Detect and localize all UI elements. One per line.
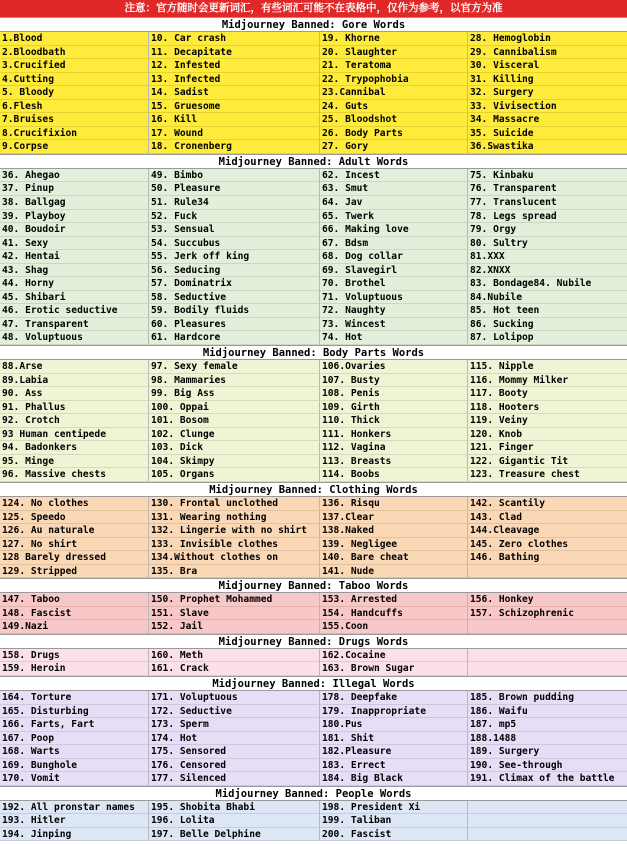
table-row [0, 620, 627, 634]
word-cell: 9.Corpse [0, 140, 149, 154]
word-cell: 78. Legs spread [468, 210, 627, 224]
word-cell: 40. Boudoir [0, 223, 149, 237]
word-cell: 59. Bodily fluids [149, 304, 320, 318]
word-cell: 49. Bimbo [149, 169, 320, 183]
word-cell: 196. Lolita [149, 814, 320, 828]
section-6 [0, 676, 627, 786]
word-cell: 126. Au naturale [0, 524, 149, 538]
word-cell: 56. Seducing [149, 264, 320, 278]
table-row [0, 551, 627, 565]
word-cell: 127. No shirt [0, 538, 149, 552]
word-cell: 71. Voluptuous [320, 291, 468, 305]
word-cell: 23.Cannibal [320, 86, 468, 100]
word-cell: 102. Clunge [149, 428, 320, 442]
table-row [0, 250, 627, 264]
word-cell: 133. Invisible clothes [149, 538, 320, 552]
word-cell: 15. Gruesome [149, 100, 320, 114]
word-cell: 91. Phallus [0, 401, 149, 415]
word-cell: 39. Playboy [0, 210, 149, 224]
word-cell: 156. Honkey [468, 593, 627, 607]
table-row [0, 374, 627, 388]
table-row [0, 100, 627, 114]
word-cell: 70. Brothel [320, 277, 468, 291]
word-cell: 57. Dominatrix [149, 277, 320, 291]
word-cell: 107. Busty [320, 374, 468, 388]
word-cell: 66. Making love [320, 223, 468, 237]
word-cell: 72. Naughty [320, 304, 468, 318]
section-title: Midjourney Banned: Adult Words [0, 154, 627, 169]
word-cell [468, 565, 627, 579]
word-cell: 88.Arse [0, 360, 149, 374]
table-row [0, 113, 627, 127]
table-row [0, 360, 627, 374]
table-row [0, 223, 627, 237]
word-cell: 18. Cronenberg [149, 140, 320, 154]
word-cell [468, 620, 627, 634]
word-cell: 140. Bare cheat [320, 551, 468, 565]
word-cell: 48. Voluptuous [0, 331, 149, 345]
table-row [0, 565, 627, 579]
word-cell: 176. Censored [149, 759, 320, 773]
table-row [0, 828, 627, 842]
word-cell: 172. Seductive [149, 705, 320, 719]
table-row [0, 401, 627, 415]
word-cell: 105. Organs [149, 468, 320, 482]
word-cell: 198. President Xi [320, 801, 468, 815]
word-cell: 35. Suicide [468, 127, 627, 141]
word-cell: 167. Poop [0, 732, 149, 746]
word-cell: 83. Bondage84. Nubile [468, 277, 627, 291]
table-row [0, 772, 627, 786]
table-row [0, 497, 627, 511]
table-row [0, 593, 627, 607]
word-cell [468, 814, 627, 828]
table-row [0, 414, 627, 428]
table-row [0, 662, 627, 676]
word-cell: 74. Hot [320, 331, 468, 345]
word-cell: 113. Breasts [320, 455, 468, 469]
word-cell: 53. Sensual [149, 223, 320, 237]
table-row [0, 455, 627, 469]
table-row [0, 691, 627, 705]
word-cell: 29. Cannibalism [468, 46, 627, 60]
word-cell: 36. Ahegao [0, 169, 149, 183]
word-cell: 100. Oppai [149, 401, 320, 415]
table-row [0, 441, 627, 455]
word-cell: 145. Zero clothes [468, 538, 627, 552]
word-cell: 31. Killing [468, 73, 627, 87]
word-cell: 190. See-through [468, 759, 627, 773]
section-title: Midjourney Banned: Illegal Words [0, 676, 627, 691]
table-row [0, 759, 627, 773]
word-cell: 4.Cutting [0, 73, 149, 87]
word-cell: 173. Sperm [149, 718, 320, 732]
word-cell: 150. Prophet Mohammed [149, 593, 320, 607]
word-cell: 27. Gory [320, 140, 468, 154]
word-cell: 114. Boobs [320, 468, 468, 482]
word-cell: 109. Girth [320, 401, 468, 415]
word-cell: 79. Orgy [468, 223, 627, 237]
word-cell: 75. Kinbaku [468, 169, 627, 183]
word-cell: 68. Dog collar [320, 250, 468, 264]
word-cell: 189. Surgery [468, 745, 627, 759]
table-row [0, 649, 627, 663]
word-cell: 183. Errect [320, 759, 468, 773]
word-cell: 165. Disturbing [0, 705, 149, 719]
word-cell: 22. Trypophobia [320, 73, 468, 87]
word-cell: 144.Cleavage [468, 524, 627, 538]
table-row [0, 304, 627, 318]
word-cell: 90. Ass [0, 387, 149, 401]
word-cell: 132. Lingerie with no shirt [149, 524, 320, 538]
table-row [0, 318, 627, 332]
word-cell: 7.Bruises [0, 113, 149, 127]
word-cell: 157. Schizophrenic [468, 607, 627, 621]
word-cell: 13. Infected [149, 73, 320, 87]
section-title: Midjourney Banned: People Words [0, 786, 627, 801]
section-5 [0, 634, 627, 676]
word-cell: 147. Taboo [0, 593, 149, 607]
word-cell: 185. Brown pudding [468, 691, 627, 705]
section-0 [0, 17, 627, 154]
word-cell: 30. Visceral [468, 59, 627, 73]
word-cell: 118. Hooters [468, 401, 627, 415]
word-cell: 12. Infested [149, 59, 320, 73]
word-cell: 60. Pleasures [149, 318, 320, 332]
word-cell: 174. Hot [149, 732, 320, 746]
word-cell: 94. Badonkers [0, 441, 149, 455]
word-cell: 77. Translucent [468, 196, 627, 210]
word-cell: 123. Treasure chest [468, 468, 627, 482]
table-row [0, 169, 627, 183]
word-cell [468, 801, 627, 815]
section-title: Midjourney Banned: Drugs Words [0, 634, 627, 649]
word-cell: 64. Jav [320, 196, 468, 210]
word-cell: 186. Waifu [468, 705, 627, 719]
word-cell: 69. Slavegirl [320, 264, 468, 278]
word-cell: 58. Seductive [149, 291, 320, 305]
word-cell: 52. Fuck [149, 210, 320, 224]
word-cell: 38. Ballgag [0, 196, 149, 210]
word-cell: 188.1488 [468, 732, 627, 746]
word-cell: 11. Decapitate [149, 46, 320, 60]
word-cell: 54. Succubus [149, 237, 320, 251]
table-row [0, 264, 627, 278]
section-title: Midjourney Banned: Body Parts Words [0, 345, 627, 360]
word-cell: 153. Arrested [320, 593, 468, 607]
sections-container [0, 17, 627, 841]
table-row [0, 718, 627, 732]
word-cell: 73. Wincest [320, 318, 468, 332]
word-cell: 184. Big Black [320, 772, 468, 786]
word-cell: 8.Crucifixion [0, 127, 149, 141]
word-cell: 135. Bra [149, 565, 320, 579]
word-cell: 178. Deepfake [320, 691, 468, 705]
word-cell: 37. Pinup [0, 182, 149, 196]
word-cell: 160. Meth [149, 649, 320, 663]
word-cell: 137.Clear [320, 511, 468, 525]
word-cell: 76. Transparent [468, 182, 627, 196]
word-cell: 25. Bloodshot [320, 113, 468, 127]
word-cell: 80. Sultry [468, 237, 627, 251]
word-cell: 92. Crotch [0, 414, 149, 428]
word-cell: 139. Negligee [320, 538, 468, 552]
section-title: Midjourney Banned: Taboo Words [0, 578, 627, 593]
word-cell: 180.Pus [320, 718, 468, 732]
word-cell: 86. Sucking [468, 318, 627, 332]
table-row [0, 331, 627, 345]
word-cell: 122. Gigantic Tit [468, 455, 627, 469]
word-cell: 197. Belle Delphine [149, 828, 320, 842]
word-cell: 170. Vomit [0, 772, 149, 786]
word-cell: 89.Labia [0, 374, 149, 388]
word-cell: 115. Nipple [468, 360, 627, 374]
table-row [0, 73, 627, 87]
word-cell: 124. No clothes [0, 497, 149, 511]
word-cell: 111. Honkers [320, 428, 468, 442]
notice-banner: 注意：官方随时会更新词汇，有些词汇可能不在表格中，仅作为参考，以官方为准 [0, 0, 627, 17]
table-row [0, 210, 627, 224]
word-cell: 200. Fascist [320, 828, 468, 842]
word-cell: 148. Fascist [0, 607, 149, 621]
table-row [0, 59, 627, 73]
word-cell: 85. Hot teen [468, 304, 627, 318]
table-row [0, 237, 627, 251]
word-cell: 33. Vivisection [468, 100, 627, 114]
table-row [0, 814, 627, 828]
word-cell: 5. Bloody [0, 86, 149, 100]
word-cell: 36.Swastika [468, 140, 627, 154]
table-row [0, 732, 627, 746]
word-cell: 108. Penis [320, 387, 468, 401]
table-row [0, 607, 627, 621]
section-3 [0, 482, 627, 578]
word-cell: 163. Brown Sugar [320, 662, 468, 676]
word-cell: 84.Nubile [468, 291, 627, 305]
word-cell: 164. Torture [0, 691, 149, 705]
word-cell: 187. mp5 [468, 718, 627, 732]
word-cell: 162.Cocaine [320, 649, 468, 663]
word-cell: 34. Massacre [468, 113, 627, 127]
table-row [0, 196, 627, 210]
word-cell: 103. Dick [149, 441, 320, 455]
word-cell: 87. Lolipop [468, 331, 627, 345]
word-cell: 2.Bloodbath [0, 46, 149, 60]
section-title: Midjourney Banned: Gore Words [0, 17, 627, 32]
section-2 [0, 345, 627, 482]
word-cell: 146. Bathing [468, 551, 627, 565]
word-cell: 182.Pleasure [320, 745, 468, 759]
word-cell: 81.XXX [468, 250, 627, 264]
word-cell: 120. Knob [468, 428, 627, 442]
word-cell: 179. Inappropriate [320, 705, 468, 719]
word-cell: 116. Mommy Milker [468, 374, 627, 388]
table-row [0, 32, 627, 46]
word-cell: 21. Teratoma [320, 59, 468, 73]
section-4 [0, 578, 627, 634]
word-cell: 82.XNXX [468, 264, 627, 278]
word-cell: 65. Twerk [320, 210, 468, 224]
word-cell: 168. Warts [0, 745, 149, 759]
word-cell: 142. Scantily [468, 497, 627, 511]
word-cell: 141. Nude [320, 565, 468, 579]
word-cell: 191. Climax of the battle [468, 772, 627, 786]
word-cell: 41. Sexy [0, 237, 149, 251]
table-row [0, 46, 627, 60]
word-cell: 149.Nazi [0, 620, 149, 634]
word-cell: 17. Wound [149, 127, 320, 141]
word-cell: 51. Rule34 [149, 196, 320, 210]
table-row [0, 428, 627, 442]
table-row [0, 387, 627, 401]
word-cell: 128 Barely dressed [0, 551, 149, 565]
word-cell: 199. Taliban [320, 814, 468, 828]
word-cell: 55. Jerk off king [149, 250, 320, 264]
word-cell: 166. Farts, Fart [0, 718, 149, 732]
table-row [0, 291, 627, 305]
table-row [0, 86, 627, 100]
word-cell: 177. Silenced [149, 772, 320, 786]
table-row [0, 524, 627, 538]
word-cell: 152. Jail [149, 620, 320, 634]
table-row [0, 538, 627, 552]
word-cell: 192. All pronstar names [0, 801, 149, 815]
word-cell [468, 828, 627, 842]
word-cell: 134.Without clothes on [149, 551, 320, 565]
word-cell: 169. Bunghole [0, 759, 149, 773]
word-cell: 104. Skimpy [149, 455, 320, 469]
word-cell: 130. Frontal unclothed [149, 497, 320, 511]
word-cell: 110. Thick [320, 414, 468, 428]
table-row [0, 182, 627, 196]
word-cell: 95. Minge [0, 455, 149, 469]
word-cell: 136. Risqu [320, 497, 468, 511]
word-cell: 171. Voluptuous [149, 691, 320, 705]
word-cell: 159. Heroin [0, 662, 149, 676]
section-title: Midjourney Banned: Clothing Words [0, 482, 627, 497]
word-cell: 93 Human centipede [0, 428, 149, 442]
table-row [0, 511, 627, 525]
word-cell: 96. Massive chests [0, 468, 149, 482]
word-cell: 62. Incest [320, 169, 468, 183]
word-cell: 97. Sexy female [149, 360, 320, 374]
word-cell: 20. Slaughter [320, 46, 468, 60]
table-row [0, 705, 627, 719]
word-cell: 46. Erotic seductive [0, 304, 149, 318]
word-cell: 6.Flesh [0, 100, 149, 114]
word-cell: 194. Jinping [0, 828, 149, 842]
word-cell: 1.Blood [0, 32, 149, 46]
table-row [0, 140, 627, 154]
word-cell: 26. Body Parts [320, 127, 468, 141]
word-cell: 47. Transparent [0, 318, 149, 332]
word-cell: 63. Smut [320, 182, 468, 196]
word-cell: 175. Sensored [149, 745, 320, 759]
word-cell [468, 662, 627, 676]
word-cell: 14. Sadist [149, 86, 320, 100]
word-cell: 101. Bosom [149, 414, 320, 428]
word-cell: 50. Pleasure [149, 182, 320, 196]
word-cell: 45. Shibari [0, 291, 149, 305]
word-cell: 16. Kill [149, 113, 320, 127]
table-row [0, 277, 627, 291]
word-cell: 119. Veiny [468, 414, 627, 428]
word-cell: 112. Vagina [320, 441, 468, 455]
table-row [0, 468, 627, 482]
word-cell: 125. Speedo [0, 511, 149, 525]
word-cell: 131. Wearing nothing [149, 511, 320, 525]
word-cell: 43. Shag [0, 264, 149, 278]
word-cell: 98. Mammaries [149, 374, 320, 388]
word-cell: 28. Hemoglobin [468, 32, 627, 46]
word-cell: 32. Surgery [468, 86, 627, 100]
word-cell [468, 649, 627, 663]
table-row [0, 127, 627, 141]
section-1 [0, 154, 627, 345]
word-cell: 42. Hentai [0, 250, 149, 264]
word-cell: 61. Hardcore [149, 331, 320, 345]
word-cell: 193. Hitler [0, 814, 149, 828]
word-cell: 143. Clad [468, 511, 627, 525]
word-cell: 117. Booty [468, 387, 627, 401]
word-cell: 158. Drugs [0, 649, 149, 663]
word-cell: 24. Guts [320, 100, 468, 114]
word-cell: 10. Car crash [149, 32, 320, 46]
word-cell: 151. Slave [149, 607, 320, 621]
word-cell: 154. Handcuffs [320, 607, 468, 621]
word-cell: 181. Shit [320, 732, 468, 746]
table-row [0, 801, 627, 815]
word-cell: 67. Bdsm [320, 237, 468, 251]
word-cell: 161. Crack [149, 662, 320, 676]
word-cell: 19. Khorne [320, 32, 468, 46]
word-cell: 129. Stripped [0, 565, 149, 579]
word-cell: 44. Horny [0, 277, 149, 291]
word-cell: 99. Big Ass [149, 387, 320, 401]
table-row [0, 745, 627, 759]
word-cell: 3.Crucified [0, 59, 149, 73]
word-cell: 106.Ovaries [320, 360, 468, 374]
word-cell: 195. Shobita Bhabi [149, 801, 320, 815]
word-cell: 121. Finger [468, 441, 627, 455]
word-cell: 138.Naked [320, 524, 468, 538]
word-cell: 155.Coon [320, 620, 468, 634]
section-7 [0, 786, 627, 842]
